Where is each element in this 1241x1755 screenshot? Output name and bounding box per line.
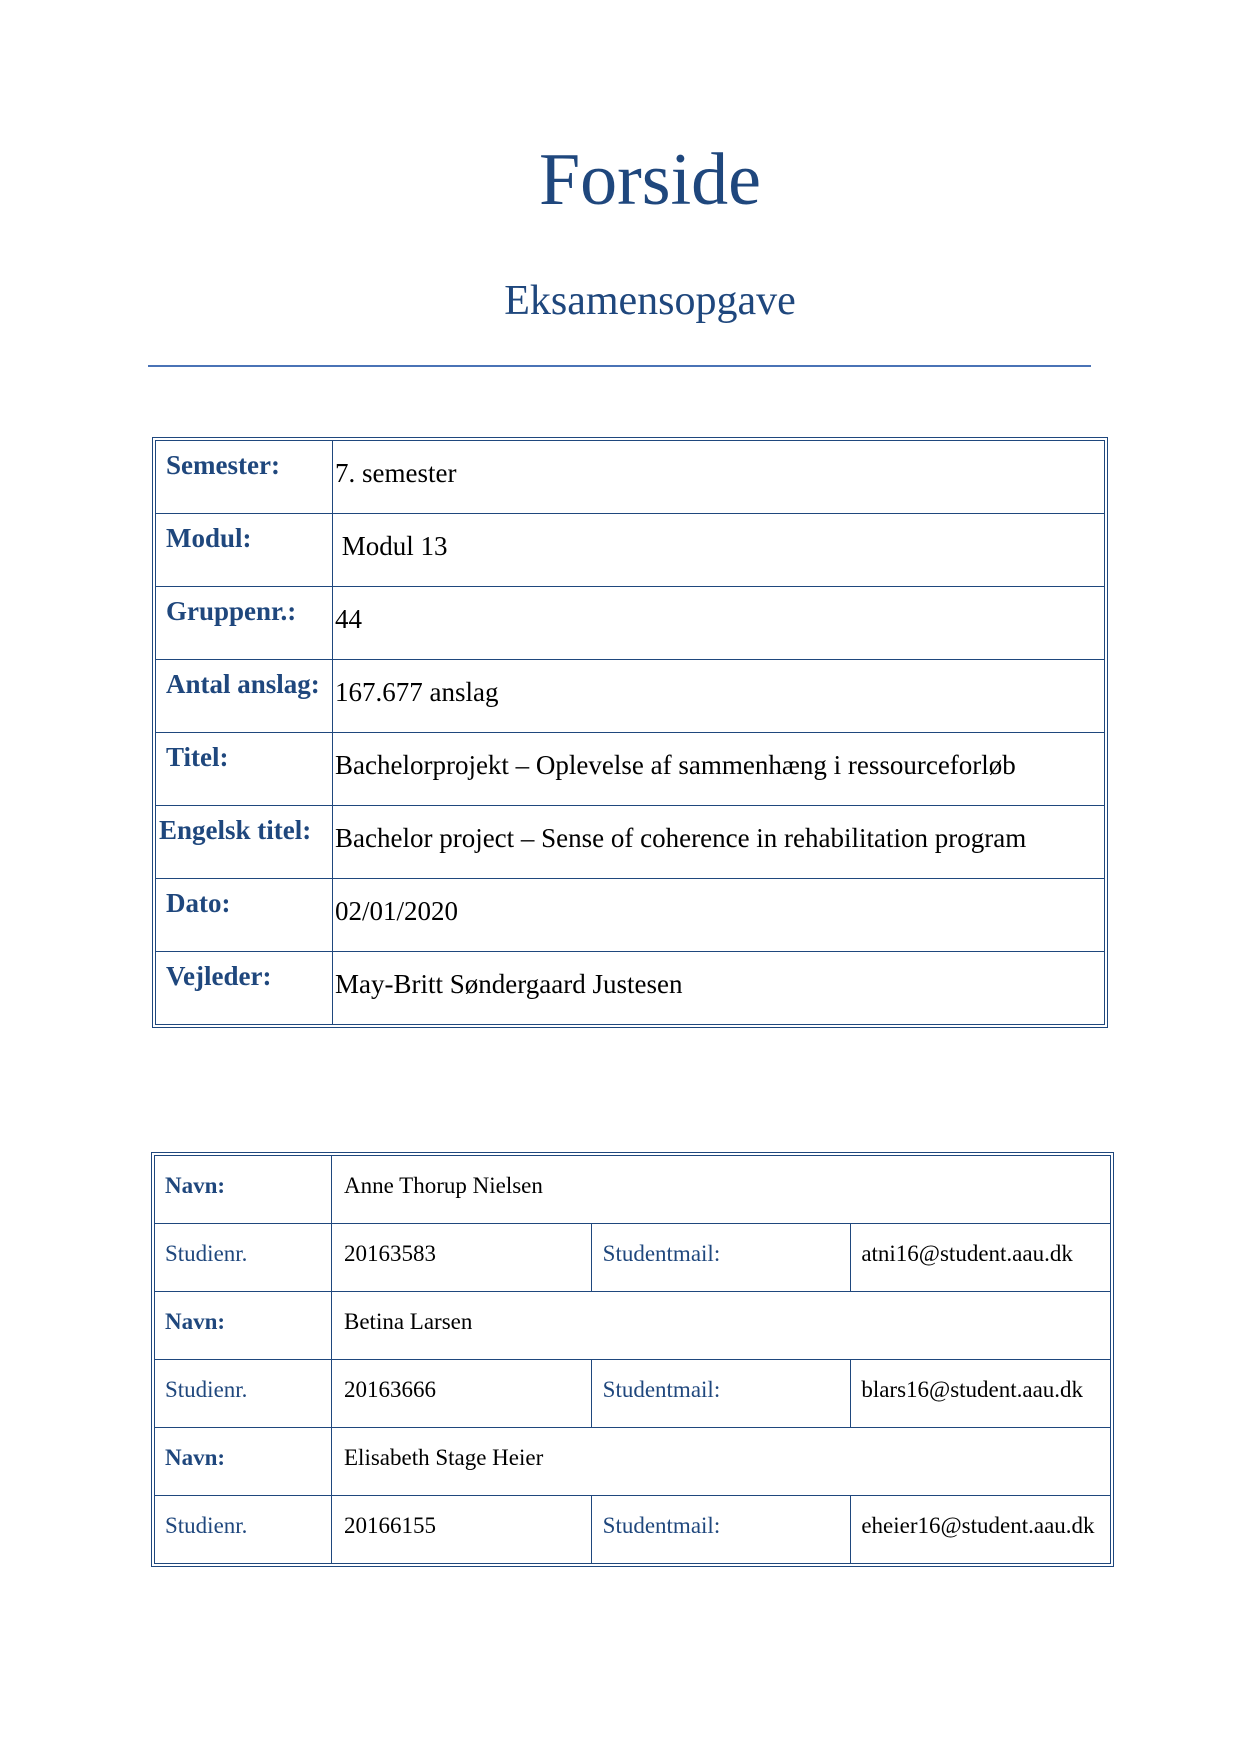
page-subtitle: Eksamensopgave — [504, 278, 796, 324]
info-value: 167.677 anslag — [333, 660, 1105, 733]
info-row-antal-anslag — [156, 660, 1105, 733]
student-name-row — [155, 1292, 1111, 1360]
info-label: Dato: — [156, 879, 333, 952]
studienr-value: 20163583 — [332, 1224, 592, 1292]
info-label: Titel: — [156, 733, 333, 806]
student-name: Anne Thorup Nielsen — [332, 1156, 1111, 1224]
mail-value: eheier16@student.aau.dk — [851, 1496, 1111, 1564]
mail-label: Studentmail: — [591, 1360, 851, 1428]
info-row-gruppenr — [156, 587, 1105, 660]
info-row-vejleder — [156, 952, 1105, 1025]
student-detail-row — [155, 1224, 1111, 1292]
info-row-dato — [156, 879, 1105, 952]
student-name: Elisabeth Stage Heier — [332, 1428, 1111, 1496]
mail-value: blars16@student.aau.dk — [851, 1360, 1111, 1428]
info-row-modul — [156, 514, 1105, 587]
info-value: Bachelorprojekt – Oplevelse af sammenhæng i ressourceforløb — [333, 733, 1105, 806]
studienr-label: Studienr. — [155, 1496, 332, 1564]
info-row-engelsk-titel — [156, 806, 1105, 879]
info-row-semester — [156, 441, 1105, 514]
student-name-row — [155, 1428, 1111, 1496]
info-value: 7. semester — [333, 441, 1105, 514]
name-label: Navn: — [155, 1156, 332, 1224]
studienr-value: 20166155 — [332, 1496, 592, 1564]
mail-value: atni16@student.aau.dk — [851, 1224, 1111, 1292]
studienr-label: Studienr. — [155, 1224, 332, 1292]
info-value: 44 — [333, 587, 1105, 660]
info-label: Vejleder: — [156, 952, 333, 1025]
student-detail-row — [155, 1360, 1111, 1428]
page-title: Forside — [539, 139, 761, 221]
info-label: Engelsk titel: — [156, 806, 333, 879]
info-label: Gruppenr.: — [156, 587, 333, 660]
info-value: Bachelor project – Sense of coherence in rehabilitation program — [333, 806, 1105, 879]
studienr-label: Studienr. — [155, 1360, 332, 1428]
student-name: Betina Larsen — [332, 1292, 1111, 1360]
title-divider — [148, 365, 1091, 367]
info-label: Antal anslag: — [156, 660, 333, 733]
info-label: Modul: — [156, 514, 333, 587]
info-row-titel — [156, 733, 1105, 806]
exam-info-table — [155, 440, 1105, 1025]
student-detail-row — [155, 1496, 1111, 1564]
students-table — [154, 1155, 1111, 1564]
student-name-row — [155, 1156, 1111, 1224]
info-label: Semester: — [156, 441, 333, 514]
studienr-value: 20163666 — [332, 1360, 592, 1428]
info-value: 02/01/2020 — [333, 879, 1105, 952]
mail-label: Studentmail: — [591, 1224, 851, 1292]
mail-label: Studentmail: — [591, 1496, 851, 1564]
info-value: May-Britt Søndergaard Justesen — [333, 952, 1105, 1025]
name-label: Navn: — [155, 1292, 332, 1360]
info-value: Modul 13 — [333, 514, 1105, 587]
name-label: Navn: — [155, 1428, 332, 1496]
